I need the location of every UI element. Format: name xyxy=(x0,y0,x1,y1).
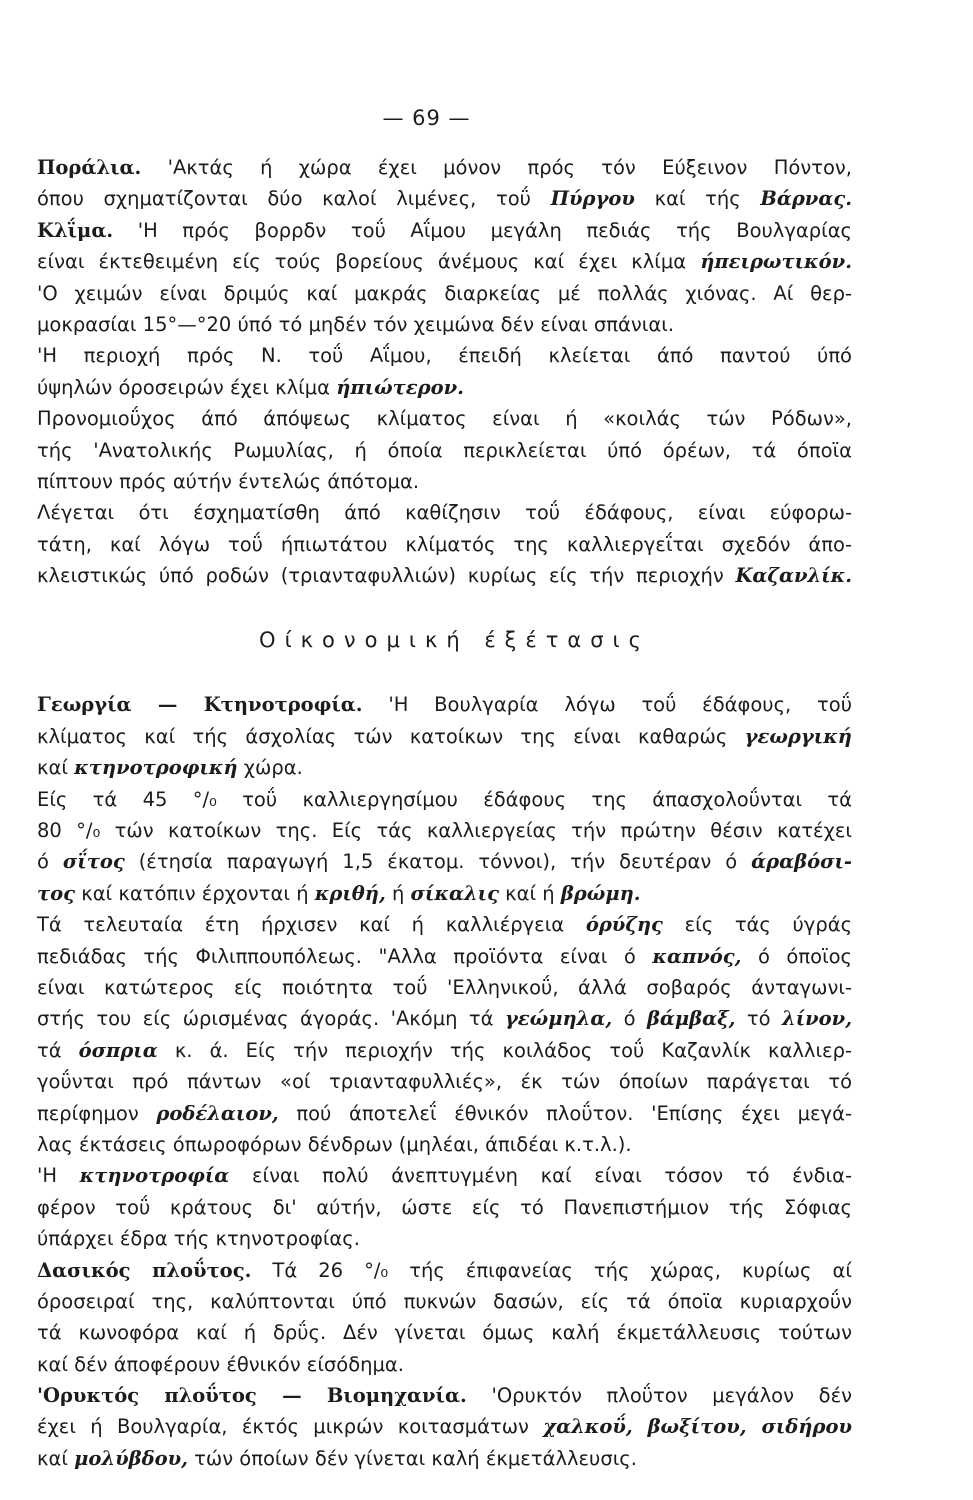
text-run: 'Η Βουλγαρία λόγω τοΰ έδάφους, τοΰ xyxy=(362,693,852,717)
text-line xyxy=(37,1160,852,1191)
text-line xyxy=(37,784,852,815)
text-run: χώρα. xyxy=(237,756,303,780)
text-run: 'Ακτάς ή χώρα έχει μόνον πρός τόν Εύξεινον Πόντον, xyxy=(141,156,852,179)
text-line xyxy=(37,721,852,752)
text-line xyxy=(37,1003,852,1034)
italic-term: λίνον, xyxy=(782,1007,852,1031)
text-line xyxy=(37,560,852,591)
text-line xyxy=(37,1317,852,1348)
text-run: ή xyxy=(385,881,411,905)
text-run: Τά 26 °/₀ τής έπιφανείας τής χώρας, κυρίως αί xyxy=(251,1258,852,1282)
text-run: πεδιάδας τής Φιλιππουπόλεως. "Αλλα προϊόντα είναι ό xyxy=(37,944,653,968)
text-run: τών όποίων δέν γίνεται καλή έκμετάλλευσις. xyxy=(187,1446,637,1470)
bold-term: Κλΐμα. xyxy=(37,218,114,242)
text-run: ό όποϊος xyxy=(741,944,852,968)
text-line xyxy=(37,278,852,309)
italic-term: βάμβαξ, xyxy=(646,1007,736,1031)
italic-term: χαλκοΰ, βωξίτου, σιδήρου xyxy=(543,1415,852,1439)
text-line xyxy=(37,435,852,466)
text-line xyxy=(37,1286,852,1317)
italic-term: κτηνοτροφική xyxy=(74,756,238,780)
text-line xyxy=(37,1035,852,1066)
text-run: καί κατόπιν έρχονται ή xyxy=(75,881,315,905)
text-run: πού άποτελεΐ έθνικόν πλοΰτον. 'Επίσης έχει μεγά- xyxy=(278,1101,852,1125)
text-line xyxy=(37,1098,852,1129)
text-run: καί δέν άποφέρουν έθνικόν είσόδημα. xyxy=(37,1352,404,1376)
text-run: είς τάς ύγράς xyxy=(662,913,853,937)
text-run: είναι πολύ άνεπτυγμένη καί είναι τόσον τό ένδια- xyxy=(229,1164,852,1188)
italic-term: Πύργου xyxy=(550,187,635,211)
text-line xyxy=(37,941,852,972)
text-run: 80 °/₀ τών κατοίκων της. Είς τάς καλλιεργείας τήν πρώτην θέσιν κατέχει xyxy=(37,819,852,843)
text-run: περίφημον xyxy=(37,1101,157,1125)
text-run: 'Η xyxy=(37,1164,80,1188)
text-run: Είς τά 45 °/₀ τοΰ καλλιεργησίμου έδάφους της άπασχολοΰνται τά xyxy=(37,787,852,811)
text-run: πίπτουν πρός αύτήν έντελώς άπότομα. xyxy=(37,469,420,493)
text-line xyxy=(37,1255,852,1286)
text-line xyxy=(37,309,852,340)
italic-term: ήπιώτερον. xyxy=(336,375,464,399)
italic-term: ροδέλαιον, xyxy=(156,1101,279,1125)
text-line xyxy=(37,1066,852,1097)
bold-term: 'Ορυκτός πλοΰτος — Βιομηχανία. xyxy=(37,1384,467,1408)
bold-term: Γεωργία — Κτηνοτροφία. xyxy=(37,693,363,717)
text-line xyxy=(37,689,852,720)
text-run: καί τής xyxy=(634,187,761,211)
text-run: κλίματος καί τής άσχολίας τών κατοίκων της είναι καθαρώς xyxy=(37,724,745,748)
text-line xyxy=(37,752,852,783)
text-run: τής 'Ανατολικής Ρωμυλίας, ή όποία περικλείεται ύπό όρέων, τά όποϊα xyxy=(37,438,852,462)
bold-term: Ποράλια. xyxy=(37,156,142,179)
text-run: είναι κατώτερος είς ποιότητα τοΰ 'Ελληνικοΰ, άλλά σοβαρός άνταγωνι- xyxy=(37,975,852,999)
italic-term: άραβόσι- xyxy=(751,850,852,874)
italic-term: τος xyxy=(37,881,76,905)
body-text xyxy=(37,152,852,1474)
text-line xyxy=(37,1192,852,1223)
italic-term: σίκαλις xyxy=(410,881,499,905)
text-run: μοκρασίαι 15°—°20 ύπό τό μηδέν τόν χειμώνα δέν είναι σπάνιαι. xyxy=(37,312,675,336)
text-line xyxy=(37,846,852,877)
text-line xyxy=(37,815,852,846)
text-line xyxy=(37,183,852,214)
text-line xyxy=(37,972,852,1003)
text-line xyxy=(37,909,852,940)
italic-term: ήπειρωτικόν. xyxy=(700,250,852,274)
text-line xyxy=(37,1223,852,1254)
italic-term: σΐτος xyxy=(62,850,125,874)
text-line xyxy=(37,372,852,403)
text-run: ό xyxy=(37,850,63,874)
text-run: είναι έκτεθειμένη είς τούς βορείους άνέμους καί έχει κλίμα xyxy=(37,250,701,274)
text-run: τάτη, καί λόγω τοΰ ήπιωτάτου κλίματός της καλλιεργεΐται σχεδόν άπο- xyxy=(37,532,852,556)
italic-term: γεώμηλα, xyxy=(504,1007,613,1031)
text-run: καί xyxy=(37,756,75,780)
italic-term: γεωργική xyxy=(744,724,852,748)
text-line xyxy=(37,1129,852,1160)
text-run: λας έκτάσεις όπωροφόρων δένδρων (μηλέαι, άπιδέαι κ.τ.λ.). xyxy=(37,1132,632,1156)
text-run: κλειστικώς ύπό ροδών (τριανταφυλλιών) κυρίως είς τήν περιοχήν xyxy=(37,564,736,588)
text-run: γοΰνται πρό πάντων «οί τριανταφυλλιές», έκ τών όποίων παράγεται τό xyxy=(37,1070,852,1094)
text-line xyxy=(37,1380,852,1411)
text-line xyxy=(37,466,852,497)
bold-term: Δασικός πλοΰτος. xyxy=(37,1258,252,1282)
text-run: τό xyxy=(735,1007,783,1031)
paragraph-gap xyxy=(37,591,852,623)
text-run: (έτησία παραγωγή 1,5 έκατομ. τόννοι), τήν δευτέραν ό xyxy=(124,850,752,874)
text-line xyxy=(37,1443,852,1474)
text-line xyxy=(37,1349,852,1380)
text-run: 'Η πρός βορρδν τοΰ Αΐμου μεγάλη πεδιάς τής Βουλγαρίας xyxy=(113,218,852,242)
text-line xyxy=(37,1411,852,1442)
italic-term: κτηνοτροφία xyxy=(79,1164,230,1188)
text-run: 'Η περιοχή πρός Ν. τοΰ Αΐμου, έπειδή κλείεται άπό παντού ύπό xyxy=(37,344,852,368)
text-run: καί ή xyxy=(498,881,561,905)
text-run: τά xyxy=(37,1038,79,1062)
italic-term: όσπρια xyxy=(78,1038,158,1062)
section-heading: Οίκονομική έξέτασις xyxy=(259,628,650,653)
italic-term: Καζανλίκ. xyxy=(735,564,852,588)
text-run: 'Ο χειμών είναι δριμύς καί μακράς διαρκείας μέ πολλάς χιόνας. Αί θερ- xyxy=(37,281,852,305)
text-line xyxy=(37,529,852,560)
text-run: ό xyxy=(612,1007,647,1031)
text-line xyxy=(37,340,852,371)
text-run: κ. ά. Είς τήν περιοχήν τής κοιλάδος τοΰ Καζανλίκ καλλιερ- xyxy=(157,1038,853,1062)
italic-term: βρώμη. xyxy=(560,881,641,905)
text-line xyxy=(37,215,852,246)
italic-term: μολύβδου, xyxy=(74,1446,188,1470)
text-line xyxy=(37,497,852,528)
text-line xyxy=(37,152,852,183)
text-line xyxy=(37,246,852,277)
text-run: ύψηλών όροσειρών έχει κλίμα xyxy=(37,375,337,399)
text-run: όροσειραί της, καλύπτονται ύπό πυκνών δασών, είς τά όποϊα κυριαρχοΰν xyxy=(37,1289,852,1313)
text-run: όπου σχηματίζονται δύο καλοί λιμένες, τοΰ xyxy=(37,187,551,211)
italic-term: όρύζης xyxy=(585,913,663,937)
paragraph-gap xyxy=(37,657,852,689)
text-line xyxy=(37,878,852,909)
italic-term: Βάρνας. xyxy=(760,187,852,211)
italic-term: κριθή, xyxy=(314,881,386,905)
italic-term: καπνός, xyxy=(652,944,742,968)
text-run: Προνομιοΰχος άπό άπόψεως κλίματος είναι ή «κοιλάς τών Ρόδων», xyxy=(37,407,852,431)
text-run: έχει ή Βουλγαρία, έκτός μικρών κοιτασμάτων xyxy=(37,1415,544,1439)
text-run: 'Ορυκτόν πλοΰτον μεγάλον δέν xyxy=(466,1384,853,1408)
text-run: φέρον τοΰ κράτους δι' αύτήν, ώστε είς τό Πανεπιστήμιον τής Σόφιας xyxy=(37,1195,852,1219)
text-run: Λέγεται ότι έσχηματίσθη άπό καθίζησιν τοΰ έδάφους, είναι εύφορω- xyxy=(37,501,852,525)
text-run: Τά τελευταία έτη ήρχισεν καί ή καλλιέργεια xyxy=(37,913,586,937)
text-run: ύπάρχει έδρα τής κτηνοτροφίας. xyxy=(37,1227,360,1251)
text-line xyxy=(37,403,852,434)
page-number: — 69 — xyxy=(382,106,471,130)
text-run: τά κωνοφόρα καί ή δρΰς. Δέν γίνεται όμως καλή έκμετάλλευσις τούτων xyxy=(37,1321,852,1345)
text-run: στής του είς ώρισμένας άγοράς. 'Ακόμη τά xyxy=(37,1007,505,1031)
text-run: καί xyxy=(37,1446,75,1470)
